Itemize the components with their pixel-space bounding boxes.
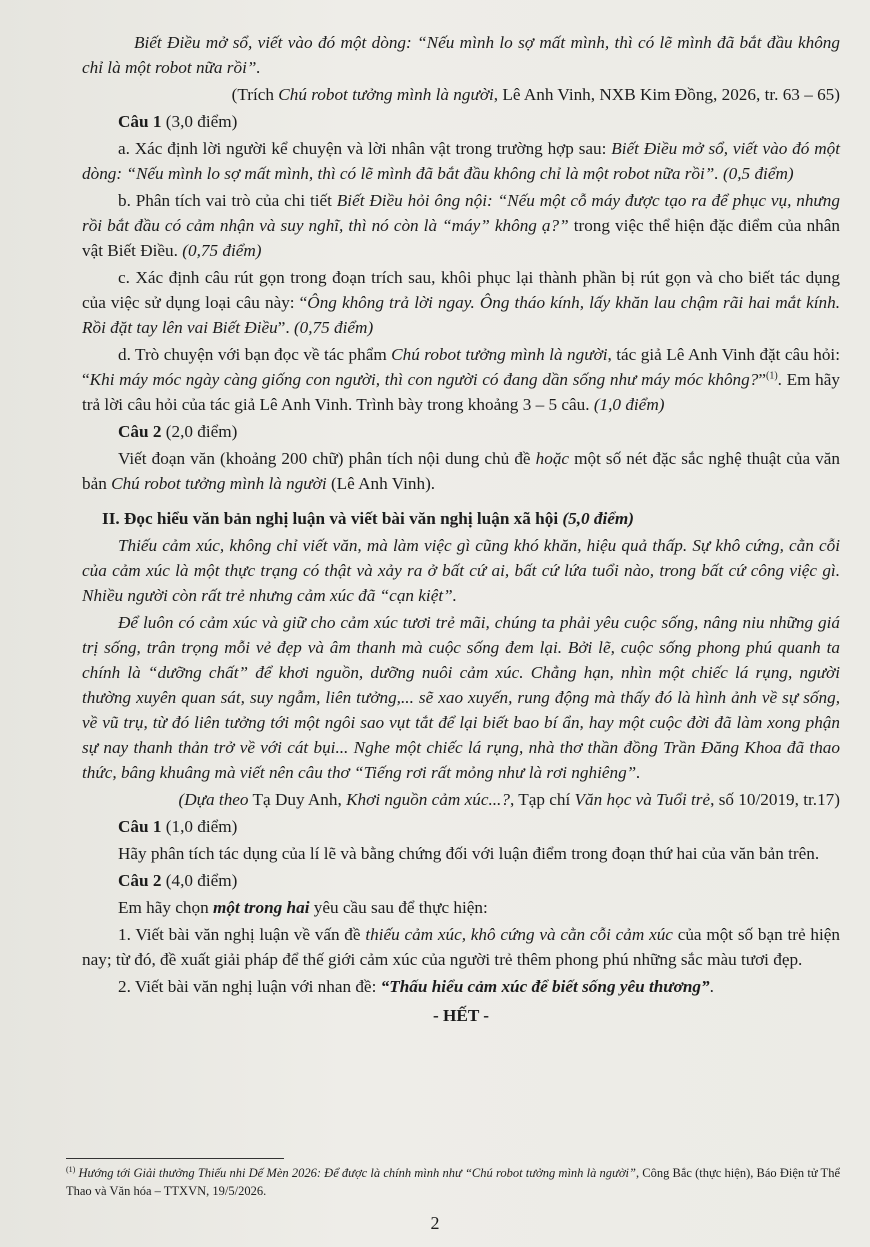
q1d-text: d. Trò chuyện với bạn đọc về tác phẩm (118, 345, 392, 364)
part2-q1-body: Hãy phân tích tác dụng của lí lẽ và bằng chứng đối với luận điểm trong đoạn thứ hai của văn bản trên. (118, 844, 820, 863)
q1a-quote: Biết Điều mở sổ, viết vào đó một dòng: “Nếu mình lo sợ mất mình, thì có lẽ mình đã bắt đầu không chỉ là một robot nữa rồi”. (0,5 điểm) (82, 139, 840, 183)
q2-intro2: yêu cầu sau để thực hiện: (309, 898, 488, 917)
opt2-a: 2. Viết bài văn nghị luận với nhan đề: (118, 977, 381, 996)
q1d-title: Chú robot tưởng mình là người (391, 345, 608, 364)
part1-q2-heading (82, 419, 840, 444)
q1c-quote: Ông không trả lời ngay. Ông tháo kính, lấy khăn lau chậm rãi hai mắt kính. Rồi đặt tay lên vai Biết Điều (82, 293, 840, 337)
part2-q2-intro (82, 895, 840, 920)
part2-q1-points: (1,0 điểm) (161, 817, 238, 836)
q1d-text4: . Em hãy trả lời câu hỏi của tác giả Lê Anh Vinh. Trình bày trong khoảng 3 – 5 câu. (82, 370, 840, 414)
q1c-points: (0,75 điểm) (293, 318, 374, 337)
part1-q2-points: (2,0 điểm) (161, 422, 238, 441)
q2-text: Viết đoạn văn (khoảng 200 chữ) phân tích nội dung chủ đề (118, 449, 536, 468)
opt1-a: 1. Viết bài văn nghị luận về vấn đề (118, 925, 366, 944)
citation-1-prefix: (Trích (231, 85, 279, 104)
q2-text2: một số nét đặc sắc nghệ thuật của văn bản (82, 449, 840, 493)
part2-heading-text: II. Đọc hiểu văn bản nghị luận và viết bài văn nghị luận xã hội (102, 509, 563, 528)
part2-q1-label: Câu 1 (118, 817, 162, 836)
footnote-ref: (1) (765, 370, 778, 382)
q2-text3: (Lê Anh Vinh). (326, 474, 436, 493)
q1d-text2: , tác giả Lê Anh Vinh đặt câu hỏi: “ (82, 345, 840, 389)
part2-q2-label: Câu 2 (118, 871, 162, 890)
page-content (82, 30, 840, 1030)
part1-q1-b (82, 188, 840, 263)
page-number: 2 (430, 1213, 440, 1233)
citation-2-author: Tạ Duy Anh, (248, 790, 347, 809)
q1d-text3: ” (758, 370, 766, 389)
part1-q2-label: Câu 2 (118, 422, 162, 441)
footnote-rest: , Công Bắc (thực hiện), Báo Điện tử Thể Thao và Văn hóa – TTXVN, 19/5/2026. (66, 1166, 840, 1198)
q1d-quote: Khi máy móc ngày càng giống con người, thì con người có đang dần sống như máy móc không? (89, 370, 759, 389)
citation-2 (82, 787, 840, 812)
part1-q1-c (82, 265, 840, 340)
part1-q1-a (82, 136, 840, 186)
part1-q1-label: Câu 1 (118, 112, 162, 131)
q1b-points: (0,75 điểm) (182, 241, 262, 260)
citation-2-title: Khơi nguồn cảm xúc...? (346, 790, 510, 809)
citation-1-title: Chú robot tưởng mình là người (278, 85, 494, 104)
q2-title: Chú robot tưởng mình là người (111, 474, 327, 493)
q1d-points: (1,0 điểm) (593, 395, 665, 414)
part1-q1-heading (82, 109, 840, 134)
part2-q2-option2 (82, 974, 840, 999)
end-mark-text: - HẾT - (432, 1006, 490, 1025)
part1-q1-d (82, 342, 840, 417)
q1b-quote: Biết Điều hỏi ông nội: “Nếu một cỗ máy được tạo ra để phục vụ, nhưng rồi bắt đầu có cảm nhận và suy nghĩ, thì nó còn là “máy” không ạ?” (82, 191, 840, 235)
q2-hoac: hoặc (535, 449, 570, 468)
part2-heading (82, 506, 840, 531)
part2-q2-points: (4,0 điểm) (161, 871, 238, 890)
part1-q2-body (82, 446, 840, 496)
q2-intro1: Em hãy chọn (118, 898, 213, 917)
q1b-text: b. Phân tích vai trò của chi tiết (118, 191, 337, 210)
q1b-text2: trong việc thể hiện đặc điểm của nhân vật Biết Điều. (82, 216, 840, 260)
part2-para1: Thiếu cảm xúc, không chỉ viết văn, mà làm việc gì cũng khó khăn, hiệu quả thấp. Sự khô cứng, cằn cỗi của cảm xúc là một thực trạng có thật và xảy ra ở bất cứ ai, bất cứ lứa tuổi nào, trong bất cứ công việc gì. Nhiều người còn rất trẻ nhưng cảm xúc đã “cạn kiệt”. (82, 536, 840, 605)
part2-heading-points: (5,0 điểm) (562, 509, 634, 528)
intro-quote: Biết Điều mở sổ, viết vào đó một dòng: “Nếu mình lo sợ mất mình, thì có lẽ mình đã bắt đầu không chỉ là một robot nữa rồi”. (82, 33, 840, 77)
footnote (66, 1164, 840, 1200)
end-mark (82, 1003, 840, 1028)
q1c-text: c. Xác định câu rút gọn trong đoạn trích sau, khôi phục lại thành phần bị rút gọn và cho biết tác dụng của việc sử dụng loại câu này: “ (82, 268, 840, 312)
part2-q2-option1 (82, 922, 840, 972)
part2-q1-heading (82, 814, 840, 839)
q1a-text: a. Xác định lời người kể chuyện và lời nhân vật trong trường hợp sau: (118, 139, 612, 158)
opt1-b: của một số bạn trẻ hiện nay; từ đó, đề xuất giải pháp để thế giới cảm xúc của người trẻ thêm phong phú những sắc màu tươi đẹp. (82, 925, 840, 969)
q1c-text2: ”. (277, 318, 294, 337)
part2-para2: Để luôn có cảm xúc và giữ cho cảm xúc tươi trẻ mãi, chúng ta phải yêu cuộc sống, nâng niu những giá trị sống, trân trọng mỗi vẻ đẹp và âm thanh mà cuộc sống đem lại. Bởi lẽ, cuộc sống phong phú quanh ta chính là “dưỡng chất” để khơi nguồn, dưỡng nuôi cảm xúc. Chẳng hạn, nhìn một chiếc lá rụng, người thường xuyên quan sát, suy ngẫm, liên tưởng,... sẽ xao xuyến, rung động mà thấy đó là hình ảnh về sự sống, về vũ trụ, từ đó liên tưởng tới một ngôi sao vụt tắt để lại biết bao bí ẩn, hay một cuộc đời đã làm xong phận sự nay thanh thản trở về với cát bụi... Nghe một chiếc lá rụng, nhà thơ thần đồng Trần Đăng Khoa đã thao thức, bâng khuâng mà viết nên câu thơ “Tiếng rơi rất mỏng như là rơi nghiêng”. (82, 613, 840, 782)
opt2-title: “Thấu hiểu cảm xúc để biết sống yêu thương” (380, 977, 710, 996)
footnote-divider (66, 1158, 284, 1159)
citation-2-journal: Văn học và Tuổi trẻ (574, 790, 711, 809)
citation-1-suffix: , Lê Anh Vinh, NXB Kim Đồng, 2026, tr. 63 – 65) (493, 85, 840, 104)
q2-intro-bold: một trong hai (213, 898, 310, 917)
footnote-number: (1) (66, 1164, 76, 1174)
part1-q1-points: (3,0 điểm) (161, 112, 238, 131)
part2-q2-heading (82, 868, 840, 893)
citation-1 (82, 82, 840, 107)
opt2-b: . (709, 977, 714, 996)
citation-2-mid: , Tạp chí (509, 790, 575, 809)
citation-2-suffix: , số 10/2019, tr.17) (710, 790, 840, 809)
citation-2-prefix: (Dựa theo (178, 790, 249, 809)
opt1-it: thiếu cảm xúc, khô cứng và cằn cỗi cảm xúc (365, 925, 673, 944)
footnote-title: Hướng tới Giải thưởng Thiếu nhi Dế Mèn 2026: Để được là chính mình như “Chú robot tưởng mình là người” (75, 1166, 636, 1180)
